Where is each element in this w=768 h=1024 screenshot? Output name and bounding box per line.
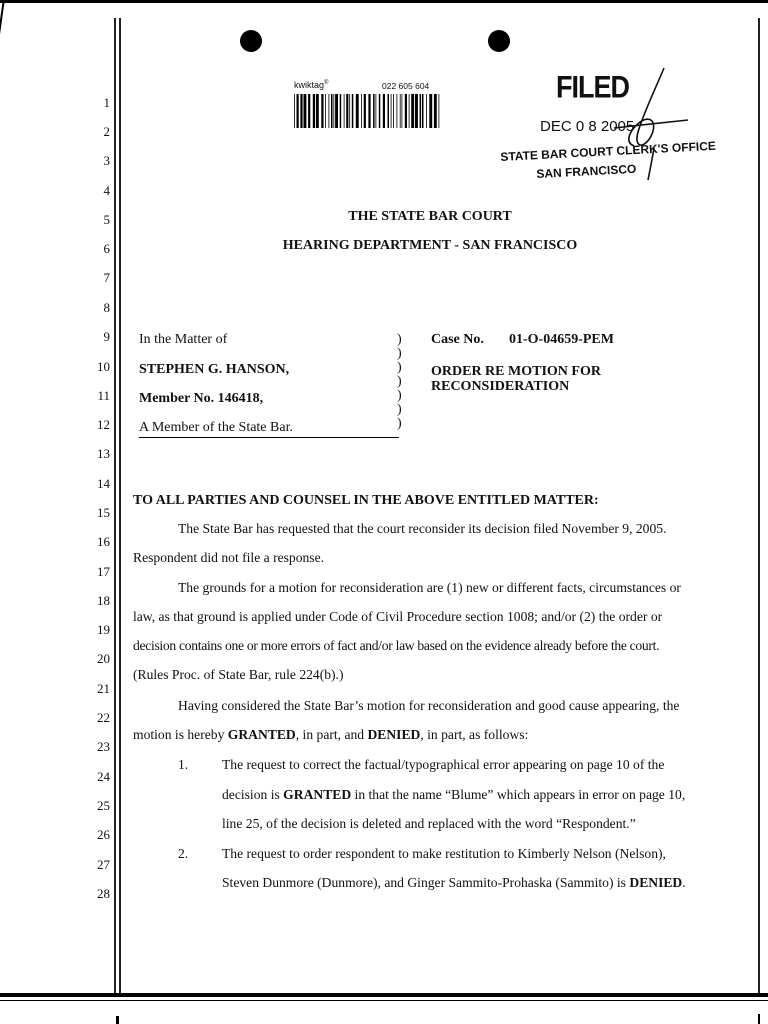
line-number: 25 [97,798,110,813]
page-corner-mark [0,0,23,40]
caption-member-of: A Member of the State Bar. [139,420,293,435]
line-number: 20 [97,651,110,666]
line-number: 17 [97,564,110,579]
filed-stamp-office: STATE BAR COURT CLERK'S OFFICE [500,138,717,164]
line-number: 12 [97,417,110,432]
next-page-edge [0,1000,768,1001]
line-number: 22 [97,710,110,725]
case-label: Case No. [431,332,484,347]
line-number: 7 [103,270,110,285]
margin-rule-inner [119,18,121,994]
order-title-line1: ORDER RE MOTION FOR [431,364,601,379]
filed-stamp-city: SAN FRANCISCO [536,161,637,181]
caption-member-number: Member No. 146418, [139,391,264,406]
line-number: 6 [103,241,110,256]
paragraph-2-line-4: (Rules Proc. of State Bar, rule 224(b).) [133,667,344,682]
caption-paren: ) [397,346,402,361]
filed-stamp-title: FILED [556,69,629,105]
line-number: 23 [97,739,110,754]
barcode-number: 022 605 604 [382,81,430,91]
caption-underline [139,437,399,438]
top-edge [0,0,768,3]
item-2-line-1: The request to order respondent to make restitution to Kimberly Nelson (Nelson), [222,846,666,861]
line-number: 14 [97,476,110,491]
filed-stamp-date: DEC 0 8 2005 [540,118,635,135]
caption-respondent: STEPHEN G. HANSON, [139,362,290,377]
page-bottom-edge [0,993,768,997]
item-1-line-3: line 25, of the decision is deleted and replaced with the word “Respondent.” [222,816,636,831]
barcode-brand: kwiktag® [294,80,329,90]
line-number: 18 [97,593,110,608]
caption-paren: ) [397,360,402,375]
line-number: 3 [103,153,110,168]
line-number: 13 [97,446,110,461]
case-number: 01-O-04659-PEM [509,332,614,347]
caption-matter: In the Matter of [139,332,228,347]
next-page-rule-mark [116,1016,119,1024]
caption-paren: ) [397,416,402,431]
caption-paren: ) [397,388,402,403]
line-number: 5 [103,212,110,227]
department-name: HEARING DEPARTMENT - SAN FRANCISCO [282,238,578,253]
line-number: 2 [103,124,110,139]
paragraph-1-line-1: The State Bar has requested that the court reconsider its decision filed November 9, 2005. [178,521,667,536]
clerk-signature [594,62,690,182]
paragraph-2-line-2: law, as that ground is applied under Code of Civil Procedure section 1008; and/or (2) the order or [133,609,663,624]
line-number: 9 [103,329,110,344]
item-2-line-2: Steven Dunmore (Dunmore), and Ginger Sammito-Prohaska (Sammito) is DENIED. [222,875,686,890]
line-number: 1 [103,95,110,110]
caption-paren: ) [397,332,402,347]
line-number: 16 [97,534,110,549]
margin-rule-outer [114,18,116,994]
salutation: TO ALL PARTIES AND COUNSEL IN THE ABOVE ENTITLED MATTER: [133,493,599,508]
line-number: 4 [103,183,110,198]
order-title-line2: RECONSIDERATION [431,379,570,394]
paragraph-3-line-1: Having considered the State Bar’s motion for reconsideration and good cause appearing, the [178,698,680,713]
paragraph-1-line-2: Respondent did not file a response. [133,550,325,565]
barcode-image [294,94,442,128]
line-number: 8 [103,300,110,315]
caption-paren: ) [397,374,402,389]
court-name: THE STATE BAR COURT [348,209,512,224]
item-1-line-2: decision is GRANTED in that the name “Blume” which appears in error on page 10, [222,787,686,802]
next-page-right-mark [758,1014,760,1024]
paragraph-2-line-3: decision contains one or more errors of fact and/or law based on the evidence already before the court. [133,638,660,653]
item-2-number: 2. [178,846,189,861]
line-number: 28 [97,886,110,901]
paragraph-3-line-2: motion is hereby GRANTED, in part, and DENIED, in part, as follows: [133,727,529,742]
paragraph-2-line-1: The grounds for a motion for reconsideration are (1) new or different facts, circumstances or [178,580,681,595]
item-1-number: 1. [178,757,189,772]
line-number: 11 [97,388,110,403]
line-number: 19 [97,622,110,637]
punch-hole-right [488,30,510,52]
line-number: 27 [97,857,110,872]
line-number: 24 [97,769,110,784]
line-number: 15 [97,505,110,520]
punch-hole-left [240,30,262,52]
line-number: 26 [97,827,110,842]
item-1-line-1: The request to correct the factual/typographical error appearing on page 10 of the [222,757,665,772]
line-number: 21 [97,681,110,696]
caption-paren: ) [397,402,402,417]
margin-rule-right [758,18,760,994]
line-number: 10 [97,359,110,374]
